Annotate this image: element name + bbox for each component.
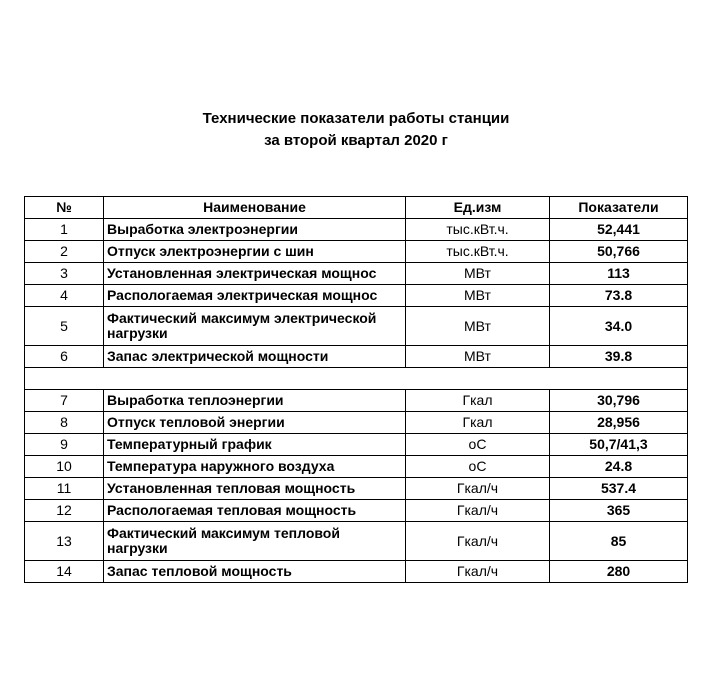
row-num: 14 [25,561,104,583]
row-num: 1 [25,219,104,241]
row-num: 11 [25,478,104,500]
table-row [25,241,688,263]
table-row [25,307,688,346]
row-unit: Гкал/ч [406,561,550,583]
row-value: 365 [550,500,688,522]
table-row [25,478,688,500]
table-row [25,456,688,478]
row-num: 5 [25,307,104,346]
table-row [25,285,688,307]
row-num: 10 [25,456,104,478]
row-value: 52,441 [550,219,688,241]
row-unit: МВт [406,346,550,368]
row-unit: МВт [406,285,550,307]
report-subtitle: за второй квартал 2020 г [264,132,448,149]
row-num: 4 [25,285,104,307]
row-name: Фактический максимум электрической нагрузки [104,307,406,346]
row-value: 50,7/41,3 [550,434,688,456]
separator-cell [25,368,688,390]
row-name: Распологаемая тепловая мощность [104,500,406,522]
row-num: 6 [25,346,104,368]
row-name: Запас электрической мощности [104,346,406,368]
row-name: Температурный график [104,434,406,456]
table-header-row [25,197,688,219]
row-unit: Гкал/ч [406,522,550,561]
table-separator-row [25,368,688,390]
row-num: 3 [25,263,104,285]
row-num: 12 [25,500,104,522]
row-name: Температура наружного воздуха [104,456,406,478]
row-value: 537.4 [550,478,688,500]
header-num: № [25,197,104,219]
header-value: Показатели [550,197,688,219]
row-name: Отпуск электроэнергии с шин [104,241,406,263]
row-unit: тыс.кВт.ч. [406,241,550,263]
row-unit: оС [406,456,550,478]
row-unit: МВт [406,263,550,285]
table-row [25,561,688,583]
row-unit: Гкал/ч [406,478,550,500]
row-value: 34.0 [550,307,688,346]
table-row [25,219,688,241]
indicators-table [24,196,688,583]
row-num: 9 [25,434,104,456]
table-row [25,500,688,522]
row-value: 30,796 [550,390,688,412]
row-unit: Гкал [406,412,550,434]
row-num: 2 [25,241,104,263]
row-value: 113 [550,263,688,285]
table-row [25,346,688,368]
row-num: 13 [25,522,104,561]
row-value: 28,956 [550,412,688,434]
row-unit: тыс.кВт.ч. [406,219,550,241]
table-row [25,522,688,561]
row-name: Запас тепловой мощность [104,561,406,583]
row-unit: Гкал/ч [406,500,550,522]
row-unit: МВт [406,307,550,346]
row-value: 85 [550,522,688,561]
row-name: Отпуск тепловой энергии [104,412,406,434]
row-num: 8 [25,412,104,434]
table-row [25,412,688,434]
header-name: Наименование [104,197,406,219]
row-unit: Гкал [406,390,550,412]
row-name: Установленная тепловая мощность [104,478,406,500]
row-value: 73.8 [550,285,688,307]
row-value: 50,766 [550,241,688,263]
row-name: Выработка теплоэнергии [104,390,406,412]
row-unit: оС [406,434,550,456]
row-value: 24.8 [550,456,688,478]
table-row [25,434,688,456]
row-num: 7 [25,390,104,412]
row-name: Распологаемая электрическая мощнос [104,285,406,307]
row-value: 39.8 [550,346,688,368]
header-unit: Ед.изм [406,197,550,219]
report-title: Технические показатели работы станции [202,110,510,127]
row-name: Установленная электрическая мощнос [104,263,406,285]
row-name: Выработка электроэнергии [104,219,406,241]
table-row [25,390,688,412]
table-row [25,263,688,285]
row-value: 280 [550,561,688,583]
row-name: Фактический максимум тепловой нагрузки [104,522,406,561]
